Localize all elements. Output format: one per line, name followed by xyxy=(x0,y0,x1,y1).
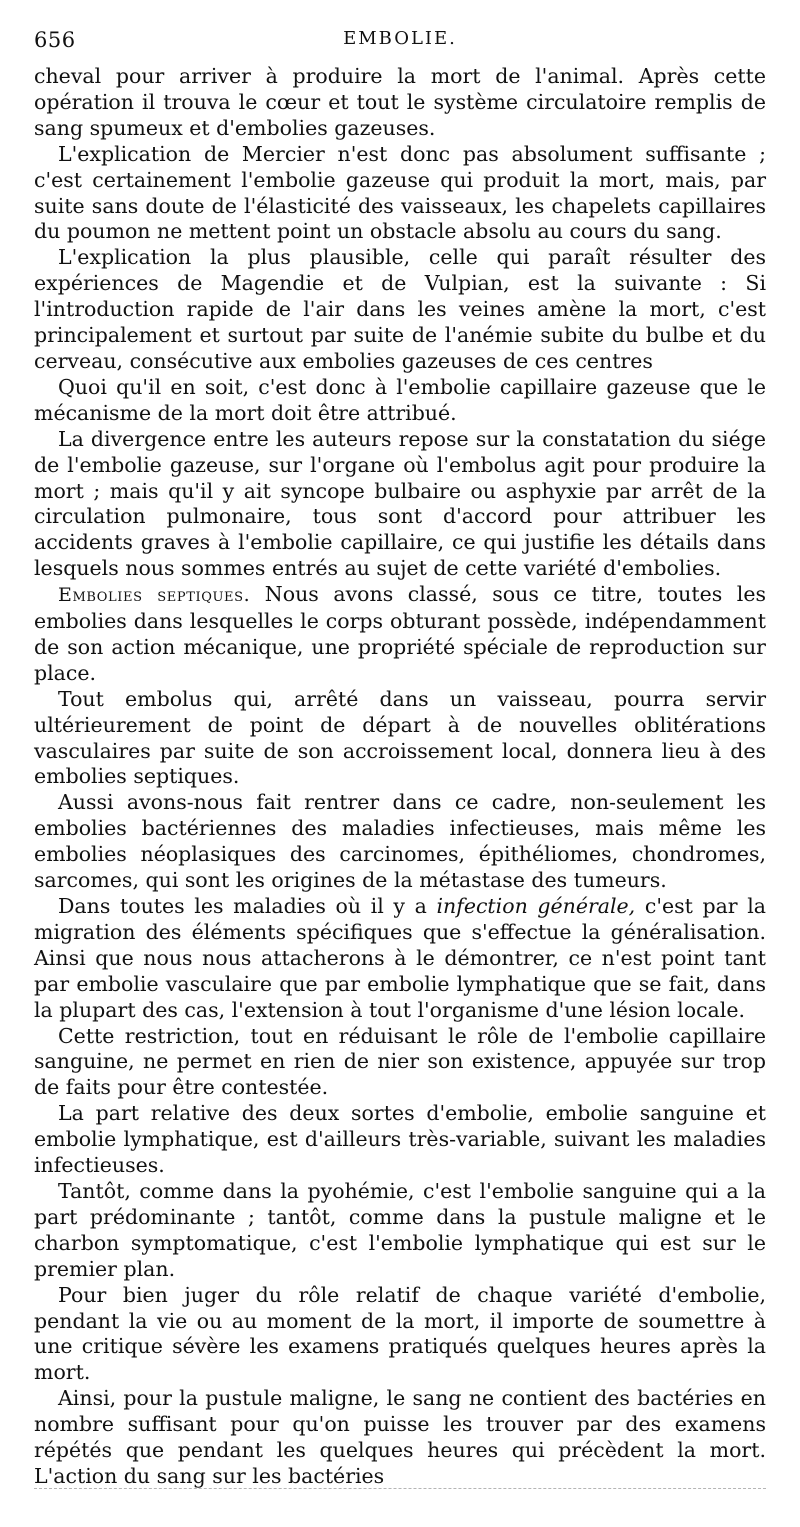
paragraph: Ainsi, pour la pustule maligne, le sang ne contient des bactéries en nombre suffisant pour qu'on puisse les trouver par des examens répétés que pendant les quelques heures qui précèdent la mort. L'action du sang sur les bactéries xyxy=(34,1386,766,1488)
footer-divider xyxy=(34,1488,766,1489)
page-header xyxy=(34,28,766,58)
paragraph-text: c'est par la migration des éléments spécifiques que s'effectue la généralisation. Ainsi que nous nous attacherons à le démontrer, ce n'est point tant par embolie vasculaire que par embolie lymphatique que se fait, dans la plupart des cas, l'extension à tout l'organisme d'une lésion locale. xyxy=(34,894,767,1022)
paragraph: La divergence entre les auteurs repose sur la constatation du siége de l'embolie gazeuse, sur l'organe où l'embolus agit pour produire la mort ; mais qu'il y ait syncope bulbaire ou asphyxie par arrêt de la circulation pulmonaire, tous sont d'accord pour attribuer les accidents graves à l'embolie capillaire, ce qui justifie les détails dans lesquels nous sommes entrés au sujet de cette variété d'embolies. xyxy=(34,426,766,581)
paragraph-text: Dans toutes les maladies où il y a xyxy=(58,894,437,918)
paragraph: Aussi avons-nous fait rentrer dans ce cadre, non-seulement les embolies bactériennes des maladies infectieuses, mais même les embolies néoplasiques des carcinomes, épithéliomes, chondromes, sarcomes, qui sont les origines de la métastase des tumeurs. xyxy=(34,790,766,893)
paragraph: L'explication la plus plausible, celle qui paraît résulter des expériences de Magendie et de Vulpian, est la suivante : Si l'introduction rapide de l'air dans les veines amène la mort, c'est principalement et surtout par suite de l'anémie subite du bulbe et du cerveau, consécutive aux embolies gazeuses de ces centres xyxy=(34,245,766,373)
emphasis: infection générale, xyxy=(436,894,636,918)
paragraph-text: Nous avons classé, sous ce titre, toutes les embolies dans lesquelles le corps obturant possède, indépendamment de son action mécanique, une propriété spéciale de reproduction sur place. xyxy=(34,582,766,685)
section-heading: Embolies septiques. xyxy=(58,584,251,607)
paragraph: Tantôt, comme dans la pyohémie, c'est l'embolie sanguine qui a la part prédominante ; tantôt, comme dans la pustule maligne et le charbon symptomatique, c'est l'embolie lymphatique qui est sur le premier plan. xyxy=(34,1178,766,1281)
paragraph: Pour bien juger du rôle relatif de chaque variété d'embolie, pendant la vie ou au moment de la mort, il importe de soumettre à une critique sévère les examens pratiqués quelques heures après la mort. xyxy=(34,1282,766,1385)
running-head: EMBOLIE. xyxy=(343,28,457,49)
paragraph xyxy=(34,894,766,1024)
paragraph: cheval pour arriver à produire la mort de l'animal. Après cette opération il trouva le cœur et tout le système circulatoire remplis de sang spumeux et d'embolies gazeuses. xyxy=(34,64,766,140)
paragraph: L'explication de Mercier n'est donc pas absolument suffisante ; c'est certainement l'embolie gazeuse qui produit la mort, mais, par suite sans doute de l'élasticité des vaisseaux, les chapelets capillaires du poumon ne mettent point un obstacle absolu au cours du sang. xyxy=(34,141,766,244)
paragraph: Cette restriction, tout en réduisant le rôle de l'embolie capillaire sanguine, ne permet en rien de nier son existence, appuyée sur trop de faits pour être contestée. xyxy=(34,1023,766,1100)
paragraph: Quoi qu'il en soit, c'est donc à l'embolie capillaire gazeuse que le mécanisme de la mort doit être attribué. xyxy=(34,374,766,425)
paragraph xyxy=(34,582,766,687)
body-text xyxy=(34,64,766,1490)
paragraph: La part relative des deux sortes d'embolie, embolie sanguine et embolie lymphatique, est d'ailleurs très-variable, suivant les maladies infectieuses. xyxy=(34,1101,766,1178)
paragraph: Tout embolus qui, arrêté dans un vaisseau, pourra servir ultérieurement de point de départ à de nouvelles oblitérations vasculaires par suite de son accroissement local, donnera lieu à des embolies septiques. xyxy=(34,686,766,789)
page-number: 656 xyxy=(34,28,76,52)
